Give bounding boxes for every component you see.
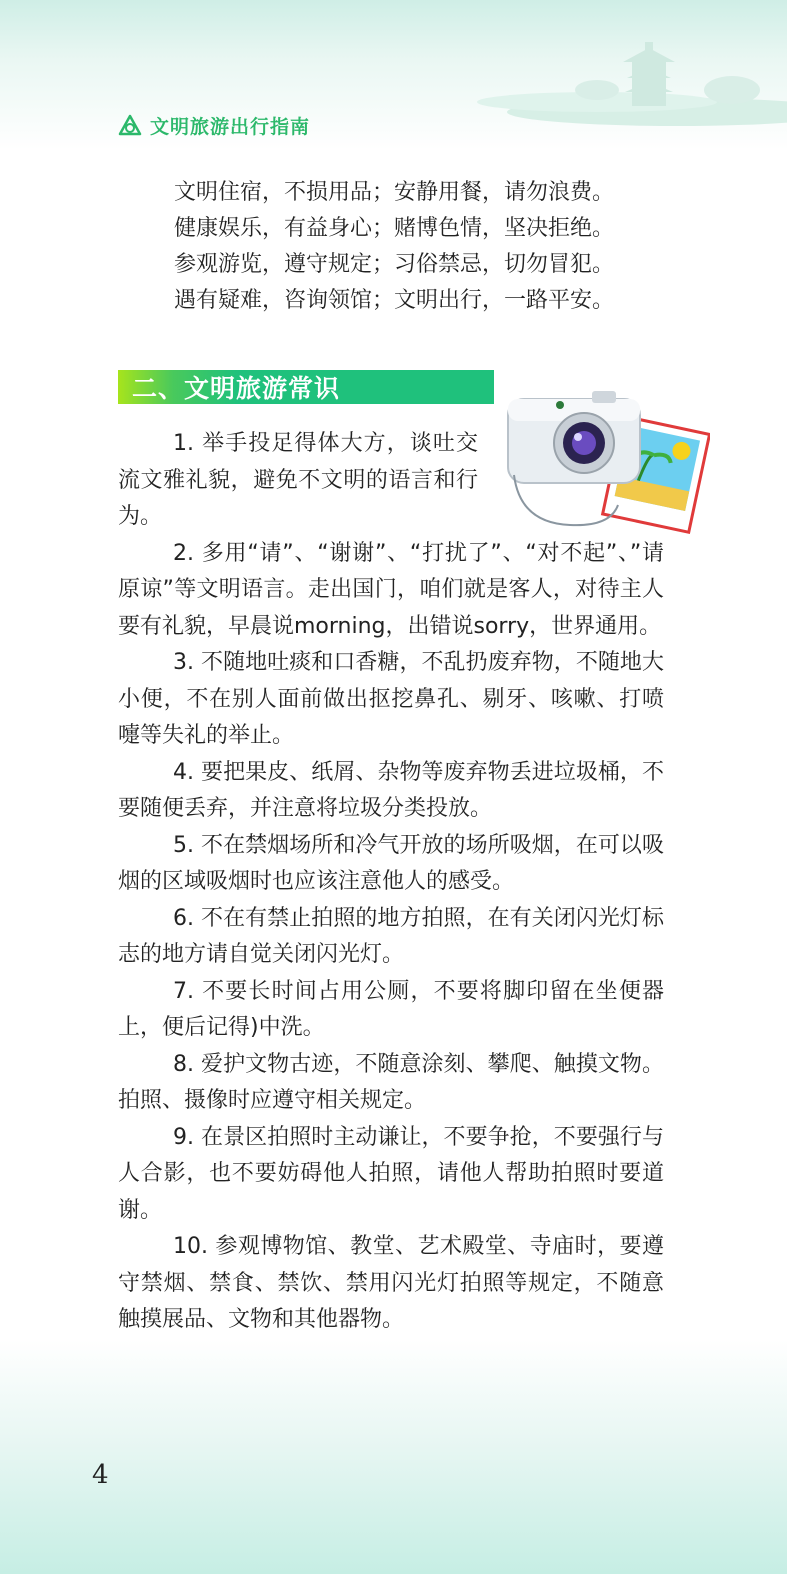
etiquette-list [118, 426, 664, 1339]
verse-block [174, 175, 614, 319]
page-number: 4 [92, 1460, 109, 1490]
section-heading-bar [118, 370, 494, 404]
list-item: 4. 要把果皮、纸屑、杂物等废弃物丢进垃圾桶，不要随便丢弃，并注意将垃圾分类投放。 [118, 759, 664, 821]
verse-line: 遇有疑难，咨询领馆；文明出行，一路平安。 [174, 288, 615, 313]
list-item: 6. 不在有禁止拍照的地方拍照，在有关闭闪光灯标志的地方请自觉关闭闪光灯。 [118, 905, 664, 967]
list-item: 2. 多用“请”、“谢谢”、“打扰了”、“对不起”、”请原谅”等文明语言。走出国门，咱们就是客人，对待主人要有礼貌，早晨说morning，出错说sorry，世界通用。 [118, 540, 664, 639]
leaf-logo-icon [118, 114, 142, 136]
verse-line: 参观游览，遵守规定；习俗禁忌，切勿冒犯。 [174, 252, 615, 277]
list-item: 3. 不随地吐痰和口香糖，不乱扔废弃物，不随地大小便，不在别人面前做出抠挖鼻孔、剔牙、咳嗽、打喷嚏等失礼的举止。 [118, 650, 664, 748]
section-title: 二、文明旅游常识 [132, 374, 341, 403]
list-item: 1. 举手投足得体大方，谈吐交流文雅礼貌，避免不文明的语言和行为。 [118, 431, 478, 529]
verse-line: 文明住宿，不损用品；安静用餐，请勿浪费。 [174, 180, 615, 205]
pagoda-scenery [447, 40, 787, 130]
list-item: 7. 不要长时间占用公厕，不要将脚印留在坐便器上，便后记得)中洗。 [118, 978, 664, 1040]
list-item: 8. 爱护文物古迹，不随意涂刻、攀爬、触摸文物。拍照、摄像时应遵守相关规定。 [118, 1051, 664, 1113]
running-header [118, 110, 310, 140]
list-item: 5. 不在禁烟场所和冷气开放的场所吸烟，在可以吸烟的区域吸烟时也应该注意他人的感受。 [118, 832, 664, 894]
guide-title: 文明旅游出行指南 [150, 115, 311, 138]
list-item: 9. 在景区拍照时主动谦让，不要争抢，不要强行与人合影，也不要妨碍他人拍照，请他人帮助拍照时要道谢。 [118, 1124, 664, 1223]
verse-line: 健康娱乐，有益身心；赌博色情，坚决拒绝。 [174, 216, 615, 241]
list-item: 10. 参观博物馆、教堂、艺术殿堂、寺庙时，要遵守禁烟、禁食、禁饮、禁用闪光灯拍照等规定，不随意触摸展品、文物和其他器物。 [118, 1234, 664, 1332]
